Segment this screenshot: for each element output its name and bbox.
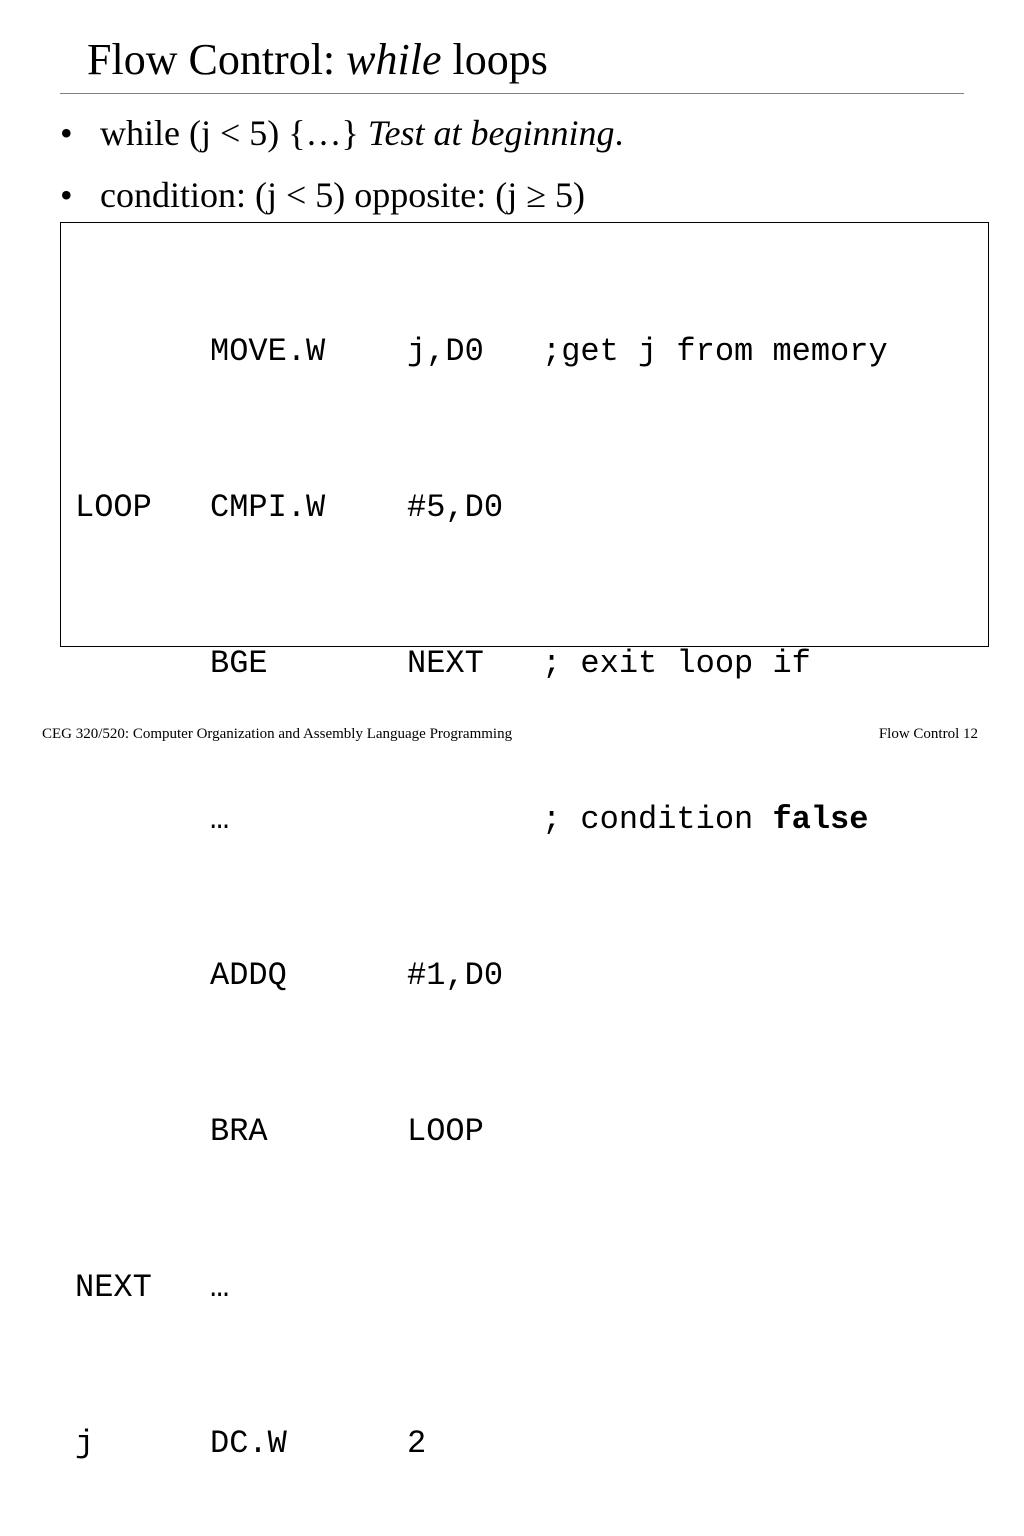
code-line bbox=[75, 1262, 230, 1314]
code-comment bbox=[542, 326, 888, 378]
code-opcode: BRA bbox=[210, 1113, 268, 1150]
bullet-text bbox=[100, 110, 624, 156]
bullet-trailing-period: . bbox=[614, 113, 624, 153]
code-opcode: CMPI.W bbox=[210, 489, 326, 526]
bullet-italic-note: Test at beginning bbox=[367, 113, 615, 153]
code-label: LOOP bbox=[75, 489, 152, 526]
code-opcode: BGE bbox=[210, 645, 268, 682]
code-operand: NEXT bbox=[407, 645, 484, 682]
code-opcode: ADDQ bbox=[210, 957, 287, 994]
code-opcode: DC.W bbox=[210, 1425, 287, 1462]
code-opcode: … bbox=[210, 1269, 230, 1306]
code-comment bbox=[542, 794, 868, 846]
code-line bbox=[75, 326, 888, 378]
code-box bbox=[60, 222, 989, 647]
title-suffix: loops bbox=[441, 35, 548, 84]
footer-slide-number: Flow Control 12 bbox=[878, 726, 978, 742]
bullet-marker: • bbox=[60, 175, 73, 215]
code-operand: j,D0 bbox=[407, 333, 484, 370]
code-operand: #1,D0 bbox=[407, 957, 504, 994]
code-comment bbox=[542, 638, 811, 690]
code-comment-text: ;get j from memory bbox=[542, 333, 888, 370]
code-line bbox=[75, 950, 504, 1002]
code-line bbox=[75, 638, 811, 690]
code-operand: 2 bbox=[407, 1425, 427, 1462]
code-operand: LOOP bbox=[407, 1113, 484, 1150]
title-italic: while bbox=[346, 35, 442, 84]
code-operand: #5,D0 bbox=[407, 489, 504, 526]
code-line bbox=[75, 1106, 484, 1158]
code-label: NEXT bbox=[75, 1269, 152, 1306]
code-comment-bold: false bbox=[772, 801, 869, 838]
code-opcode: … bbox=[210, 801, 230, 838]
bullet-marker: • bbox=[60, 113, 73, 153]
code-comment-text: ; exit loop if bbox=[542, 645, 811, 682]
bullet-code-text: while (j < 5) {…} bbox=[100, 113, 368, 153]
title-divider bbox=[60, 93, 964, 94]
code-line bbox=[75, 794, 869, 846]
code-opcode: MOVE.W bbox=[210, 333, 326, 370]
code-comment-text: ; condition bbox=[542, 801, 773, 838]
code-label: j bbox=[75, 1425, 95, 1462]
title-prefix: Flow Control: bbox=[87, 35, 347, 84]
slide-title bbox=[87, 30, 548, 90]
code-line bbox=[75, 482, 504, 534]
bullet-text: condition: (j < 5) opposite: (j ≥ 5) bbox=[100, 175, 585, 215]
code-line bbox=[75, 1418, 427, 1470]
footer-course-title: CEG 320/520: Computer Organization and Assembly Language Programming bbox=[42, 726, 513, 742]
